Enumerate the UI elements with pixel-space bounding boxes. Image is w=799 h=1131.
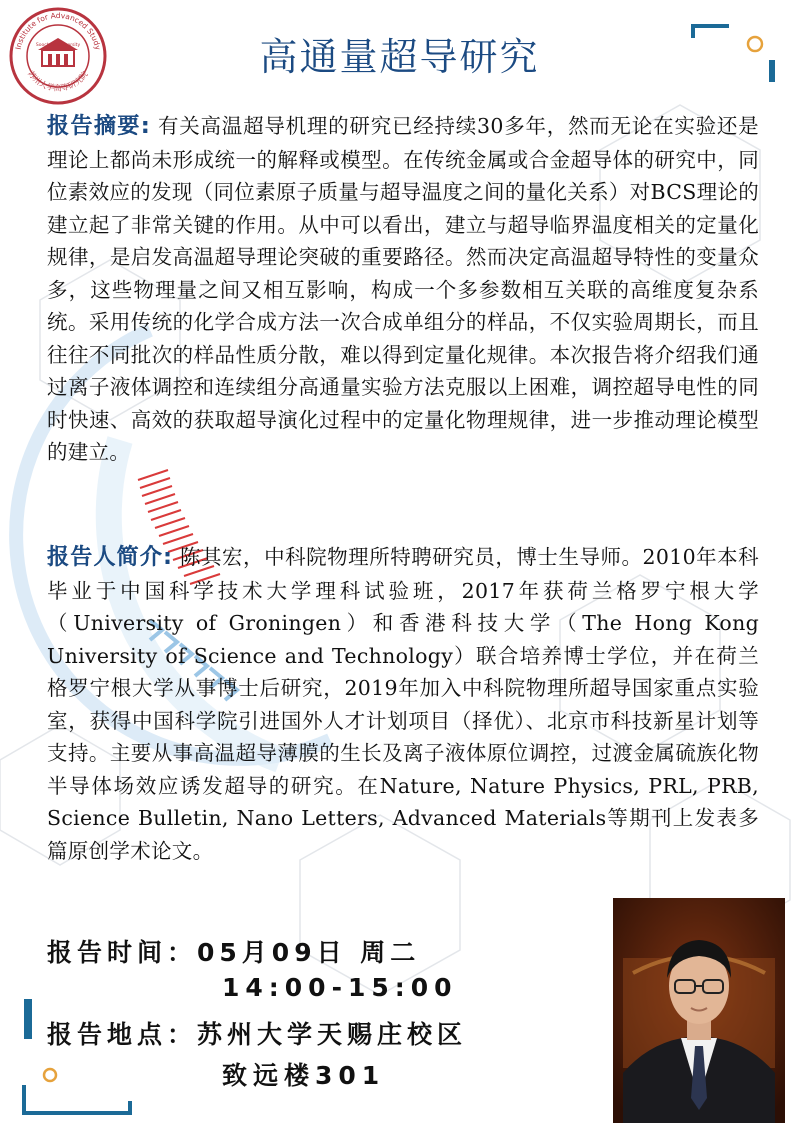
- place-main: 苏州大学天赐庄校区: [197, 1020, 468, 1049]
- corner-decoration-top-right: [691, 22, 781, 82]
- place-label: 报告地点：: [47, 1020, 198, 1049]
- logo-text-top: Institute for Advanced Study: [13, 10, 103, 51]
- speaker-text: 陈其宏，中科院物理所特聘研究员，博士生导师。2010年本科毕业于中国科学技术大学理科试验班，2017年获荷兰格罗宁根大学（University of Groningen）和香港科技大学（The Hong Kong University of Science and Technology）联合培养博士学位，并在荷兰格罗宁根大学从事博士后研究，2019年加入中科院物理所超导国家重点实验室，获得中国科学院引进国外人才计划项目（择优）、北京市科技新星计划等支持。主要从事高温超导薄膜的生长及离子液体原位调控，过渡金属硫族化物半导体场效应诱发超导的研究。在Nature, Nature Physics, PRL, PRB, Science Bulletin, Nano Letters, Advanced Materials等期刊上发表多篇原创学术论文。: [47, 545, 759, 863]
- time-label: 报告时间：: [47, 938, 198, 967]
- logo-text-bottom: 苏州大学高等研究院: [25, 69, 90, 93]
- page-title: 高通量超导研究: [259, 35, 540, 79]
- speaker-section: [47, 541, 759, 867]
- time-range: 14:00-15:00: [222, 973, 458, 1002]
- abstract-section: [47, 110, 759, 469]
- place-room: 致远楼301: [222, 1061, 386, 1090]
- logo-text-small: Soochow University: [35, 43, 81, 48]
- speaker-label: 报告人简介:: [47, 545, 173, 570]
- time-row: [47, 933, 420, 969]
- abstract-text: 有关高温超导机理的研究已经持续30多年，然而无论在实验还是理论上都尚未形成统一的解释或模型。在传统金属或合金超导体的研究中，同位素效应的发现（同位素原子质量与超导温度之间的量化关系）对BCS理论的建立起了非常关键的作用。从中可以看出，建立与超导临界温度相关的定量化规律，是启发高温超导理论突破的重要路径。然而决定高温超导特性的变量众多，这些物理量之间又相互影响，构成一个多参数相互关联的高维度复杂系统。采用传统的化学合成方法一次合成单组分的样品，不仅实验周期长，而且往往不同批次的样品性质分散，难以得到定量化规律。本次报告将介绍我们通过离子液体调控和连续组分高通量实验方法克服以上困难，调控超导电性的同时快速、高效的获取超导演化过程中的定量化物理规律，进一步推动理论模型的建立。: [47, 114, 759, 464]
- time-date: 05月09日 周二: [197, 938, 421, 967]
- corner-decoration-bottom-left: [22, 997, 142, 1117]
- speaker-photo: [613, 898, 785, 1123]
- abstract-label: 报告摘要:: [47, 114, 151, 139]
